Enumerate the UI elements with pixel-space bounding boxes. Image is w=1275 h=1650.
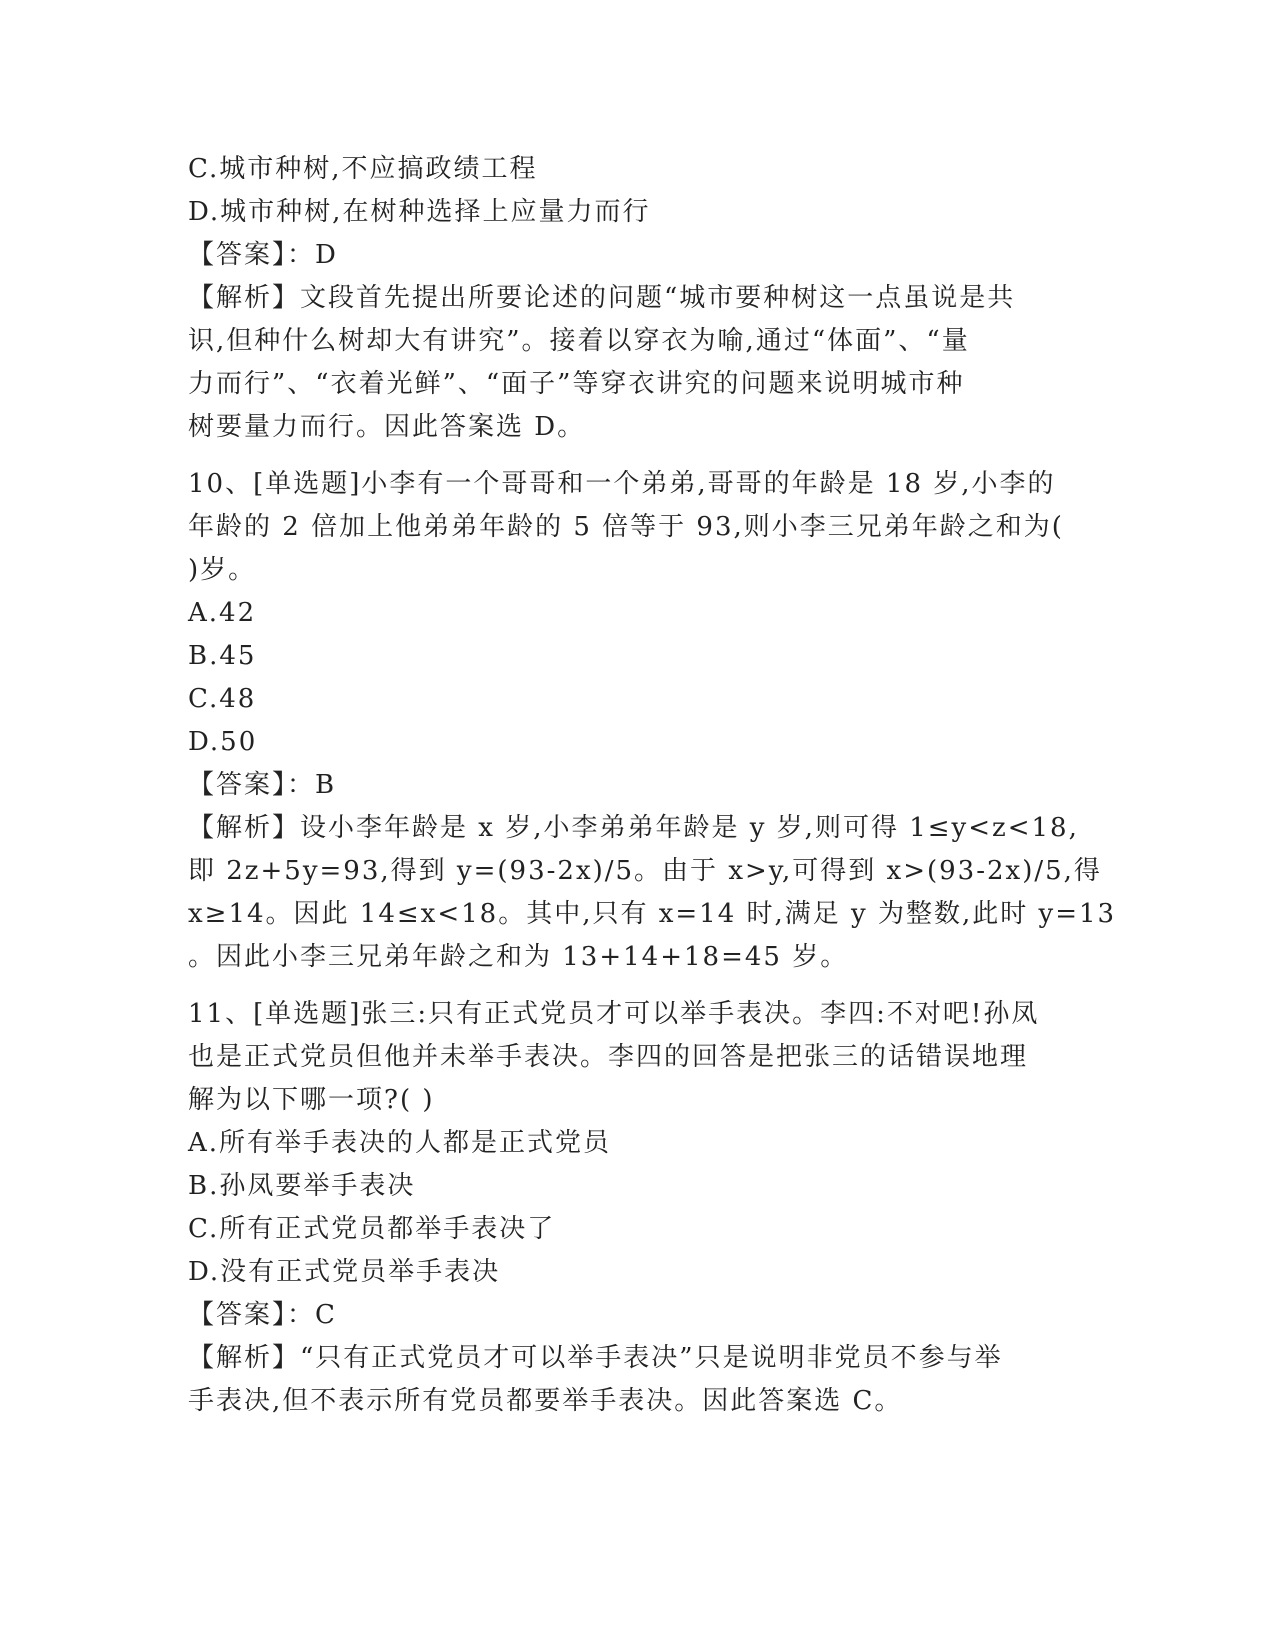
option-d: D.城市种树,在树种选择上应量力而行 — [188, 197, 651, 227]
analysis-line: 手表决,但不表示所有党员都要举手表决。因此答案选 C。 — [188, 1386, 903, 1416]
document-page — [188, 148, 1117, 1423]
analysis-line: 即 2z+5y=93,得到 y=(93-2x)/5。由于 x>y,可得到 x>(93-2x)/5,得 — [188, 856, 1102, 886]
option-b: B.45 — [188, 641, 257, 671]
prev-question-block — [188, 148, 1088, 449]
option-a: A.42 — [188, 598, 257, 628]
analysis-line: 力而行”、“衣着光鲜”、“面子”等穿衣讲究的问题来说明城市种 — [188, 369, 965, 399]
analysis-line: x≥14。因此 14≤x<18。其中,只有 x=14 时,满足 y 为整数,此时 y=13 — [188, 899, 1117, 929]
question-stem: 也是正式党员但他并未举手表决。李四的回答是把张三的话错误地理 — [188, 1042, 1029, 1072]
option-c: C.城市种树,不应搞政绩工程 — [188, 154, 538, 184]
option-a: A.所有举手表决的人都是正式党员 — [188, 1128, 612, 1158]
question-stem: 年龄的 2 倍加上他弟弟年龄的 5 倍等于 93,则小李三兄弟年龄之和为( — [188, 512, 1064, 542]
analysis-line: 识,但种什么树却大有讲究”。接着以穿衣为喻,通过“体面”、“量 — [188, 326, 970, 356]
analysis-line: 【解析】“只有正式党员才可以举手表决”只是说明非党员不参与举 — [188, 1343, 1003, 1373]
analysis-line: 。因此小李三兄弟年龄之和为 13+14+18=45 岁。 — [188, 942, 849, 972]
answer-line: 【答案】：D — [188, 240, 338, 270]
option-c: C.48 — [188, 684, 257, 714]
analysis-line: 【解析】设小李年龄是 x 岁,小李弟弟年龄是 y 岁,则可得 1≤y<z<18, — [188, 813, 1079, 843]
answer-line: 【答案】：B — [188, 770, 337, 800]
question-stem: )岁。 — [188, 555, 257, 585]
option-b: B.孙凤要举手表决 — [188, 1171, 416, 1201]
question-11-block — [188, 993, 1088, 1423]
question-stem: 10、[单选题]小李有一个哥哥和一个弟弟,哥哥的年龄是 18 岁,小李的 — [188, 469, 1056, 499]
analysis-line: 树要量力而行。因此答案选 D。 — [188, 412, 586, 442]
analysis-line: 【解析】文段首先提出所要论述的问题“城市要种树这一点虽说是共 — [188, 283, 1016, 313]
answer-line: 【答案】：C — [188, 1300, 337, 1330]
option-d: D.50 — [188, 727, 258, 757]
option-c: C.所有正式党员都举手表决了 — [188, 1214, 556, 1244]
question-stem: 解为以下哪一项?( ) — [188, 1085, 435, 1115]
question-10-block — [188, 463, 1117, 979]
option-d: D.没有正式党员举手表决 — [188, 1257, 501, 1287]
question-stem: 11、[单选题]张三:只有正式党员才可以举手表决。李四:不对吧!孙凤 — [188, 999, 1040, 1029]
